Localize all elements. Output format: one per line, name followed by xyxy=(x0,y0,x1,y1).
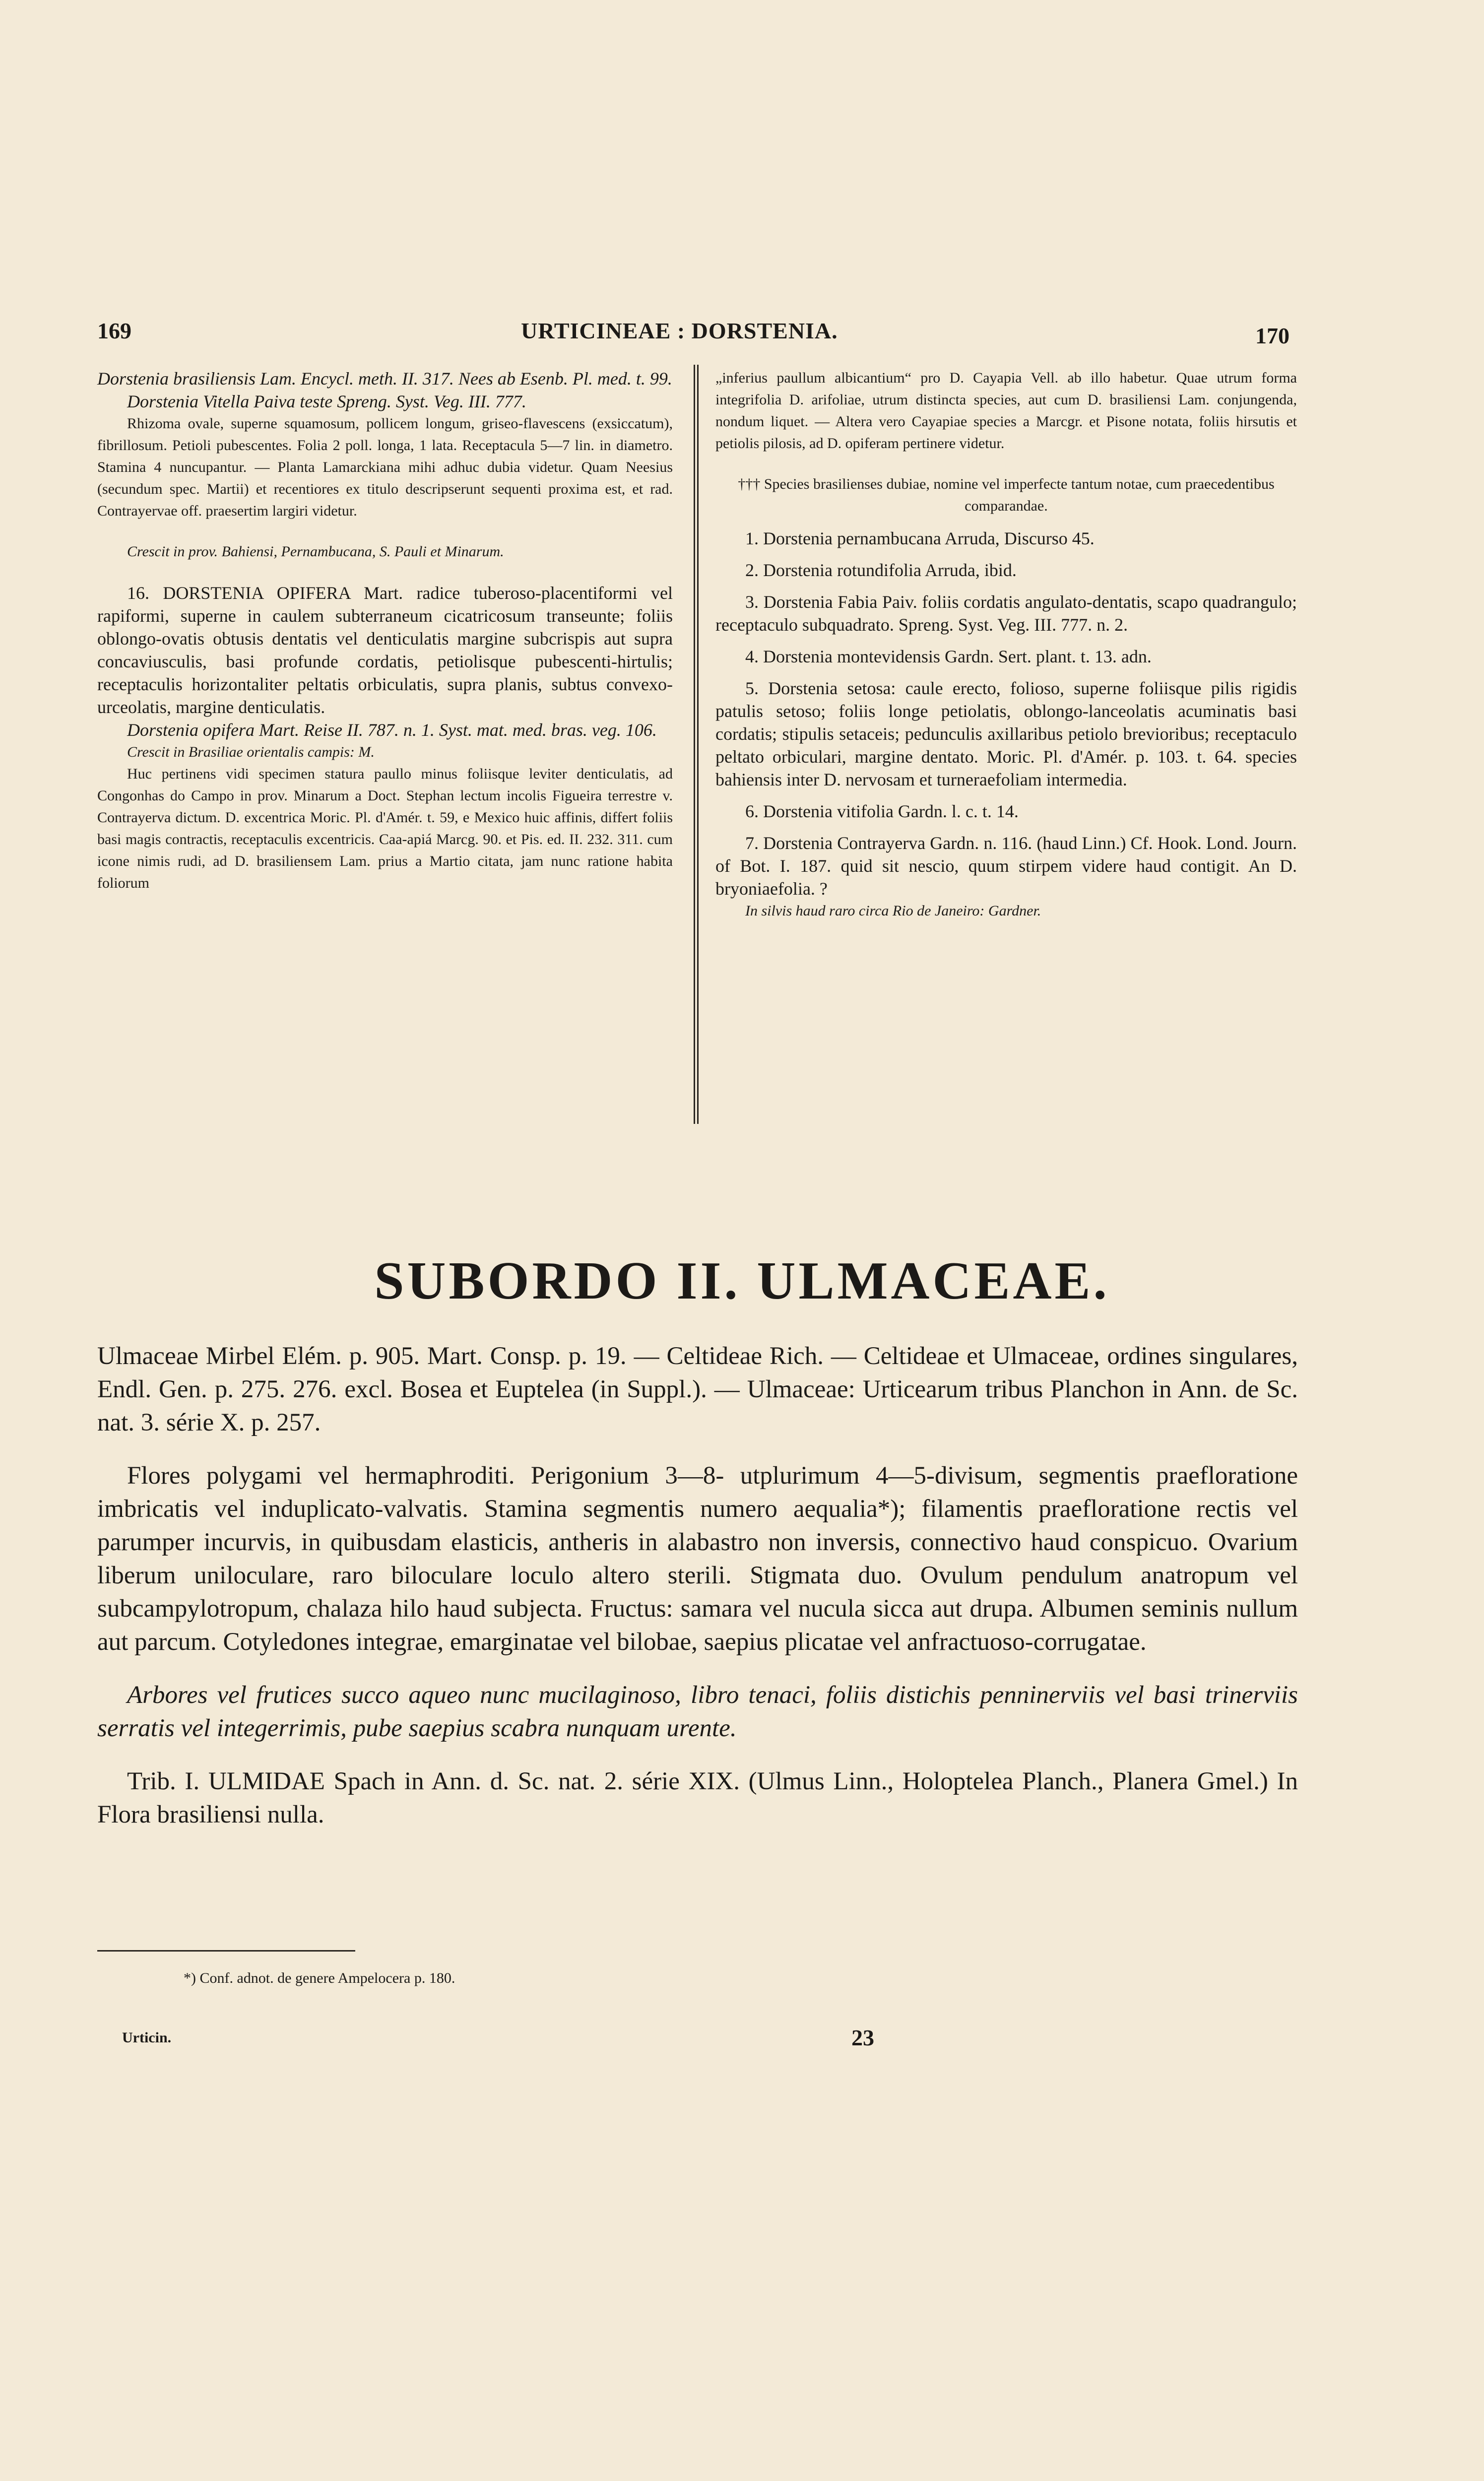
left-column xyxy=(97,367,673,894)
footnote-rule xyxy=(97,1950,355,1952)
right-column xyxy=(715,367,1297,922)
ulmaceae-section xyxy=(97,1340,1298,1831)
column-divider xyxy=(694,365,699,1124)
note-opifera: Huc pertinens vidi specimen statura paullo minus foliisque leviter denticulatis, ad Congonhas do Campo in prov. Minarum a Doct. Stephan lectum incolis Figueira terrestre v. Contrayerva dictum. D. excentrica Moric. Pl. d'Amér. t. 59, e Mexico huic affinis, differt foliis basi magis contractis, receptaculis excentricis. Caa-apiá Marcg. 90. et Pis. ed. II. 232. 311. cum icone nimis rudi, ad D. brasiliensem Lam. prius a Martio citata, jam nunc ratione habita foliorum xyxy=(97,766,673,891)
habitat-contrayerva: In silvis haud raro circa Rio de Janeiro: Gardner. xyxy=(745,903,1041,919)
arbores-description: Arbores vel frutices succo aqueo nunc mucilaginoso, libro tenaci, foliis distichis penninerviis vel basi trinerviis serratis vel integerrimis, pube saepius scabra nunquam urente. xyxy=(97,1681,1298,1742)
dubious-species-heading: ††† Species brasilienses dubiae, nomine vel imperfecte tantum notae, cum praecedentibus comparandae. xyxy=(738,476,1275,514)
synonym-opifera: Dorstenia opifera Mart. Reise II. 787. n. 1. Syst. mat. med. bras. veg. 106. xyxy=(127,720,657,740)
tribe-ulmidae: Trib. I. ULMIDAE Spach in Ann. d. Sc. nat. 2. série XIX. (Ulmus Linn., Holoptelea Planch., Planera Gmel.) In Flora brasiliensi nulla. xyxy=(97,1767,1298,1828)
species-3-fabia: 3. Dorstenia Fabia Paiv. foliis cordatis angulato-dentatis, scapo quadrangulo; receptaculo subquadrato. Spreng. Syst. Veg. III. 777. n. 2. xyxy=(715,592,1297,635)
species-5-setosa: 5. Dorstenia setosa: caule erecto, folioso, superne foliisque pilis rigidis patulis setoso; foliis longe petiolatis, oblongo-lanceolatis acuminatis basi cordatis; stipulis setaceis; pedunculis axillaribus petiolo brevioribus; receptaculo peltato orbiculari, margine dentato. Moric. Pl. d'Amér. p. 103. t. 64. species bahiensis inter D. nervosam et turneraefoliam intermedia. xyxy=(715,678,1297,789)
species-6-vitifolia: 6. Dorstenia vitifolia Gardn. l. c. t. 14. xyxy=(745,801,1019,821)
ulmaceae-synonymy: Ulmaceae Mirbel Elém. p. 905. Mart. Consp. p. 19. — Celtideae Rich. — Celtideae et Ulmaceae, ordines singulares, Endl. Gen. p. 275. 276. excl. Bosea et Euptelea (in Suppl.). — Ulmaceae: Urticearum tribus Planchon in Ann. de Sc. nat. 3. série X. p. 257. xyxy=(97,1342,1298,1436)
suborder-heading: SUBORDO II. ULMACEAE. xyxy=(374,1251,1110,1310)
species-2-rotundifolia: 2. Dorstenia rotundifolia Arruda, ibid. xyxy=(745,560,1017,580)
species-4-montevidensis: 4. Dorstenia montevidensis Gardn. Sert. plant. t. 13. adn. xyxy=(745,647,1152,666)
synonym-vitella: Dorstenia Vitella Paiva teste Spreng. Syst. Veg. III. 777. xyxy=(127,392,526,411)
flores-description: Flores polygami vel hermaphroditi. Perigonium 3—8- utplurimum 4—5-divisum, segmentis praefloratione imbricatis vel induplicato-valvatis. Stamina segmentis numero aequalia*); filamentis praefloratione rectis vel parumper incurvis, in quibusdam elasticis, antheris in alabastro non inversis, connectivo haud conspicuo. Ovarium liberum uniloculare, raro biloculare loculo altero sterili. Stigmata duo. Ovulum pendulum anatropum vel subcampylotropum, chalaza hilo haud subjecta. Fructus: samara vel nucula sicca aut drupa. Albumen seminis nullum aut parcum. Cotyledones integrae, emarginatae vel bilobae, saepius plicatae vel anfractuoso-corrugatae. xyxy=(97,1462,1298,1656)
habitat-opifera: Crescit in Brasiliae orientalis campis: M. xyxy=(127,744,375,760)
species-7-contrayerva: 7. Dorstenia Contrayerva Gardn. n. 116. (haud Linn.) Cf. Hook. Lond. Journ. of Bot. I. 187. quid sit nescio, quum stirpem videre haud contigit. An D. bryoniaefolia. ? xyxy=(715,833,1297,899)
species-16-opifera: 16. DORSTENIA OPIFERA Mart. radice tuberoso-placentiformi vel rapiformi, superne in caulem subterraneum cicatricosum transeunte; foliis oblongo-ovatis obtusis dentatis vel denticulatis margine subcrispis aut supra concaviusculis, basi profunde cordatis, petiolisque pubescenti-hirtulis; receptaculis horizontaliter peltatis orbiculatis, supra planis, subtus convexo-urceolatis, margine denticulatis. xyxy=(97,583,673,717)
habitat-brasiliensis: Crescit in prov. Bahiensi, Pernambucana, S. Pauli et Minarum. xyxy=(127,543,504,560)
sheet-number: 23 xyxy=(851,2025,874,2050)
page-number-left: 169 xyxy=(97,318,131,343)
running-title: URTICINEAE : DORSTENIA. xyxy=(521,318,838,343)
footnote: *) Conf. adnot. de genere Ampelocera p. 180. xyxy=(184,1970,455,1986)
synonym-brasiliensis: Dorstenia brasiliensis Lam. Encycl. meth. II. 317. Nees ab Esenb. Pl. med. t. 99. xyxy=(97,369,672,389)
continuation-note: „inferius paullum albicantium“ pro D. Cayapia Vell. ab illo habetur. Quae utrum forma integrifolia D. arifoliae, utrum distincta species, aut cum D. brasiliensi Lam. conjungenda, nondum liquet. — Altera vero Cayapiae species a Marcgr. et Pisone notata, foliis hirsutis et petiolis pilosis, ad D. opiferam pertinere videtur. xyxy=(715,370,1297,452)
species-1-pernambucana: 1. Dorstenia pernambucana Arruda, Discurso 45. xyxy=(745,528,1095,548)
description-brasiliensis: Rhizoma ovale, superne squamosum, pollicem longum, griseo-flavescens (exsiccatum), fibrillosum. Petioli pubescentes. Folia 2 poll. longa, 1 lata. Receptacula 5—7 lin. in diametro. Stamina 4 nuncupantur. — Planta Lamarckiana mihi adhuc dubia videtur. Quam Neesius (secundum spec. Martii) et recentiores ex titulo descripserunt sequenti proxima est, et rad. Contrayervae off. praesertim largiri videtur. xyxy=(97,415,673,519)
signature-mark: Urticin. xyxy=(122,2029,172,2046)
page-number-right: 170 xyxy=(1255,323,1290,348)
